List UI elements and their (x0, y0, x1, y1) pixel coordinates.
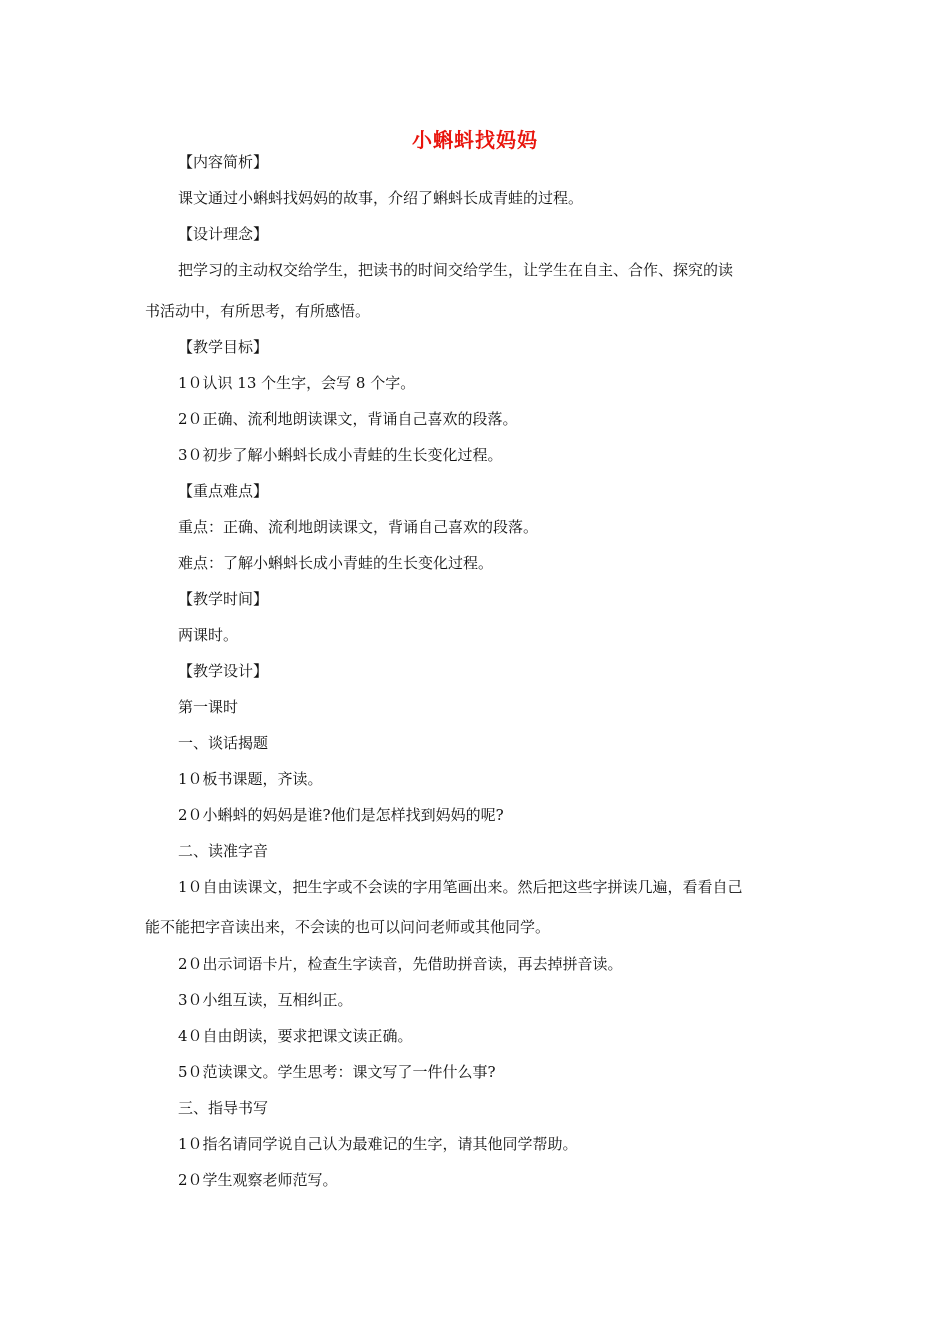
paragraph: 把学习的主动权交给学生，把读书的时间交给学生，让学生在自主、合作、探究的读 (178, 261, 734, 279)
list-item: 2０学生观察老师范写。 (178, 1171, 338, 1189)
paragraph: 课文通过小蝌蚪找妈妈的故事，介绍了蝌蚪长成青蛙的过程。 (178, 189, 584, 207)
subheading: 一、谈话揭题 (178, 734, 269, 752)
paragraph: 重点：正确、流利地朗读课文，背诵自己喜欢的段落。 (178, 518, 539, 536)
list-item: 4０自由朗读，要求把课文读正确。 (178, 1027, 413, 1045)
list-item: 2０正确、流利地朗读课文，背诵自己喜欢的段落。 (178, 410, 518, 428)
subheading: 第一课时 (178, 698, 239, 716)
list-item: 3０小组互读，互相纠正。 (178, 991, 353, 1009)
subheading: 三、指导书写 (178, 1099, 269, 1117)
list-item-continuation: 能不能把字音读出来，不会读的也可以问问老师或其他同学。 (145, 918, 551, 936)
section-heading-content-summary: 【内容简析】 (178, 153, 269, 171)
section-heading-design-concept: 【设计理念】 (178, 225, 269, 243)
list-item: 2０出示词语卡片，检查生字读音，先借助拼音读，再去掉拼音读。 (178, 955, 623, 973)
paragraph: 难点：了解小蝌蚪长成小青蛙的生长变化过程。 (178, 554, 494, 572)
list-item: 1０指名请同学说自己认为最难记的生字，请其他同学帮助。 (178, 1135, 578, 1153)
paragraph: 两课时。 (178, 626, 239, 644)
paragraph-continuation: 书活动中，有所思考，有所感悟。 (145, 302, 371, 320)
section-heading-teaching-design: 【教学设计】 (178, 662, 269, 680)
section-heading-teaching-time: 【教学时间】 (178, 590, 269, 608)
section-heading-key-points: 【重点难点】 (178, 482, 269, 500)
subheading: 二、读准字音 (178, 842, 269, 860)
section-heading-teaching-goals: 【教学目标】 (178, 338, 269, 356)
list-item: 1０认识 13 个生字，会写 8 个字。 (178, 374, 416, 392)
list-item: 5０范读课文。学生思考：课文写了一件什么事? (178, 1063, 496, 1081)
list-item: 1０板书课题，齐读。 (178, 770, 323, 788)
document-title: 小蝌蚪找妈妈 (412, 128, 538, 152)
list-item: 2０小蝌蚪的妈妈是谁?他们是怎样找到妈妈的呢? (178, 806, 504, 824)
list-item: 3０初步了解小蝌蚪长成小青蛙的生长变化过程。 (178, 446, 503, 464)
list-item: 1０自由读课文，把生字或不会读的字用笔画出来。然后把这些字拼读几遍，看看自己 (178, 878, 743, 896)
